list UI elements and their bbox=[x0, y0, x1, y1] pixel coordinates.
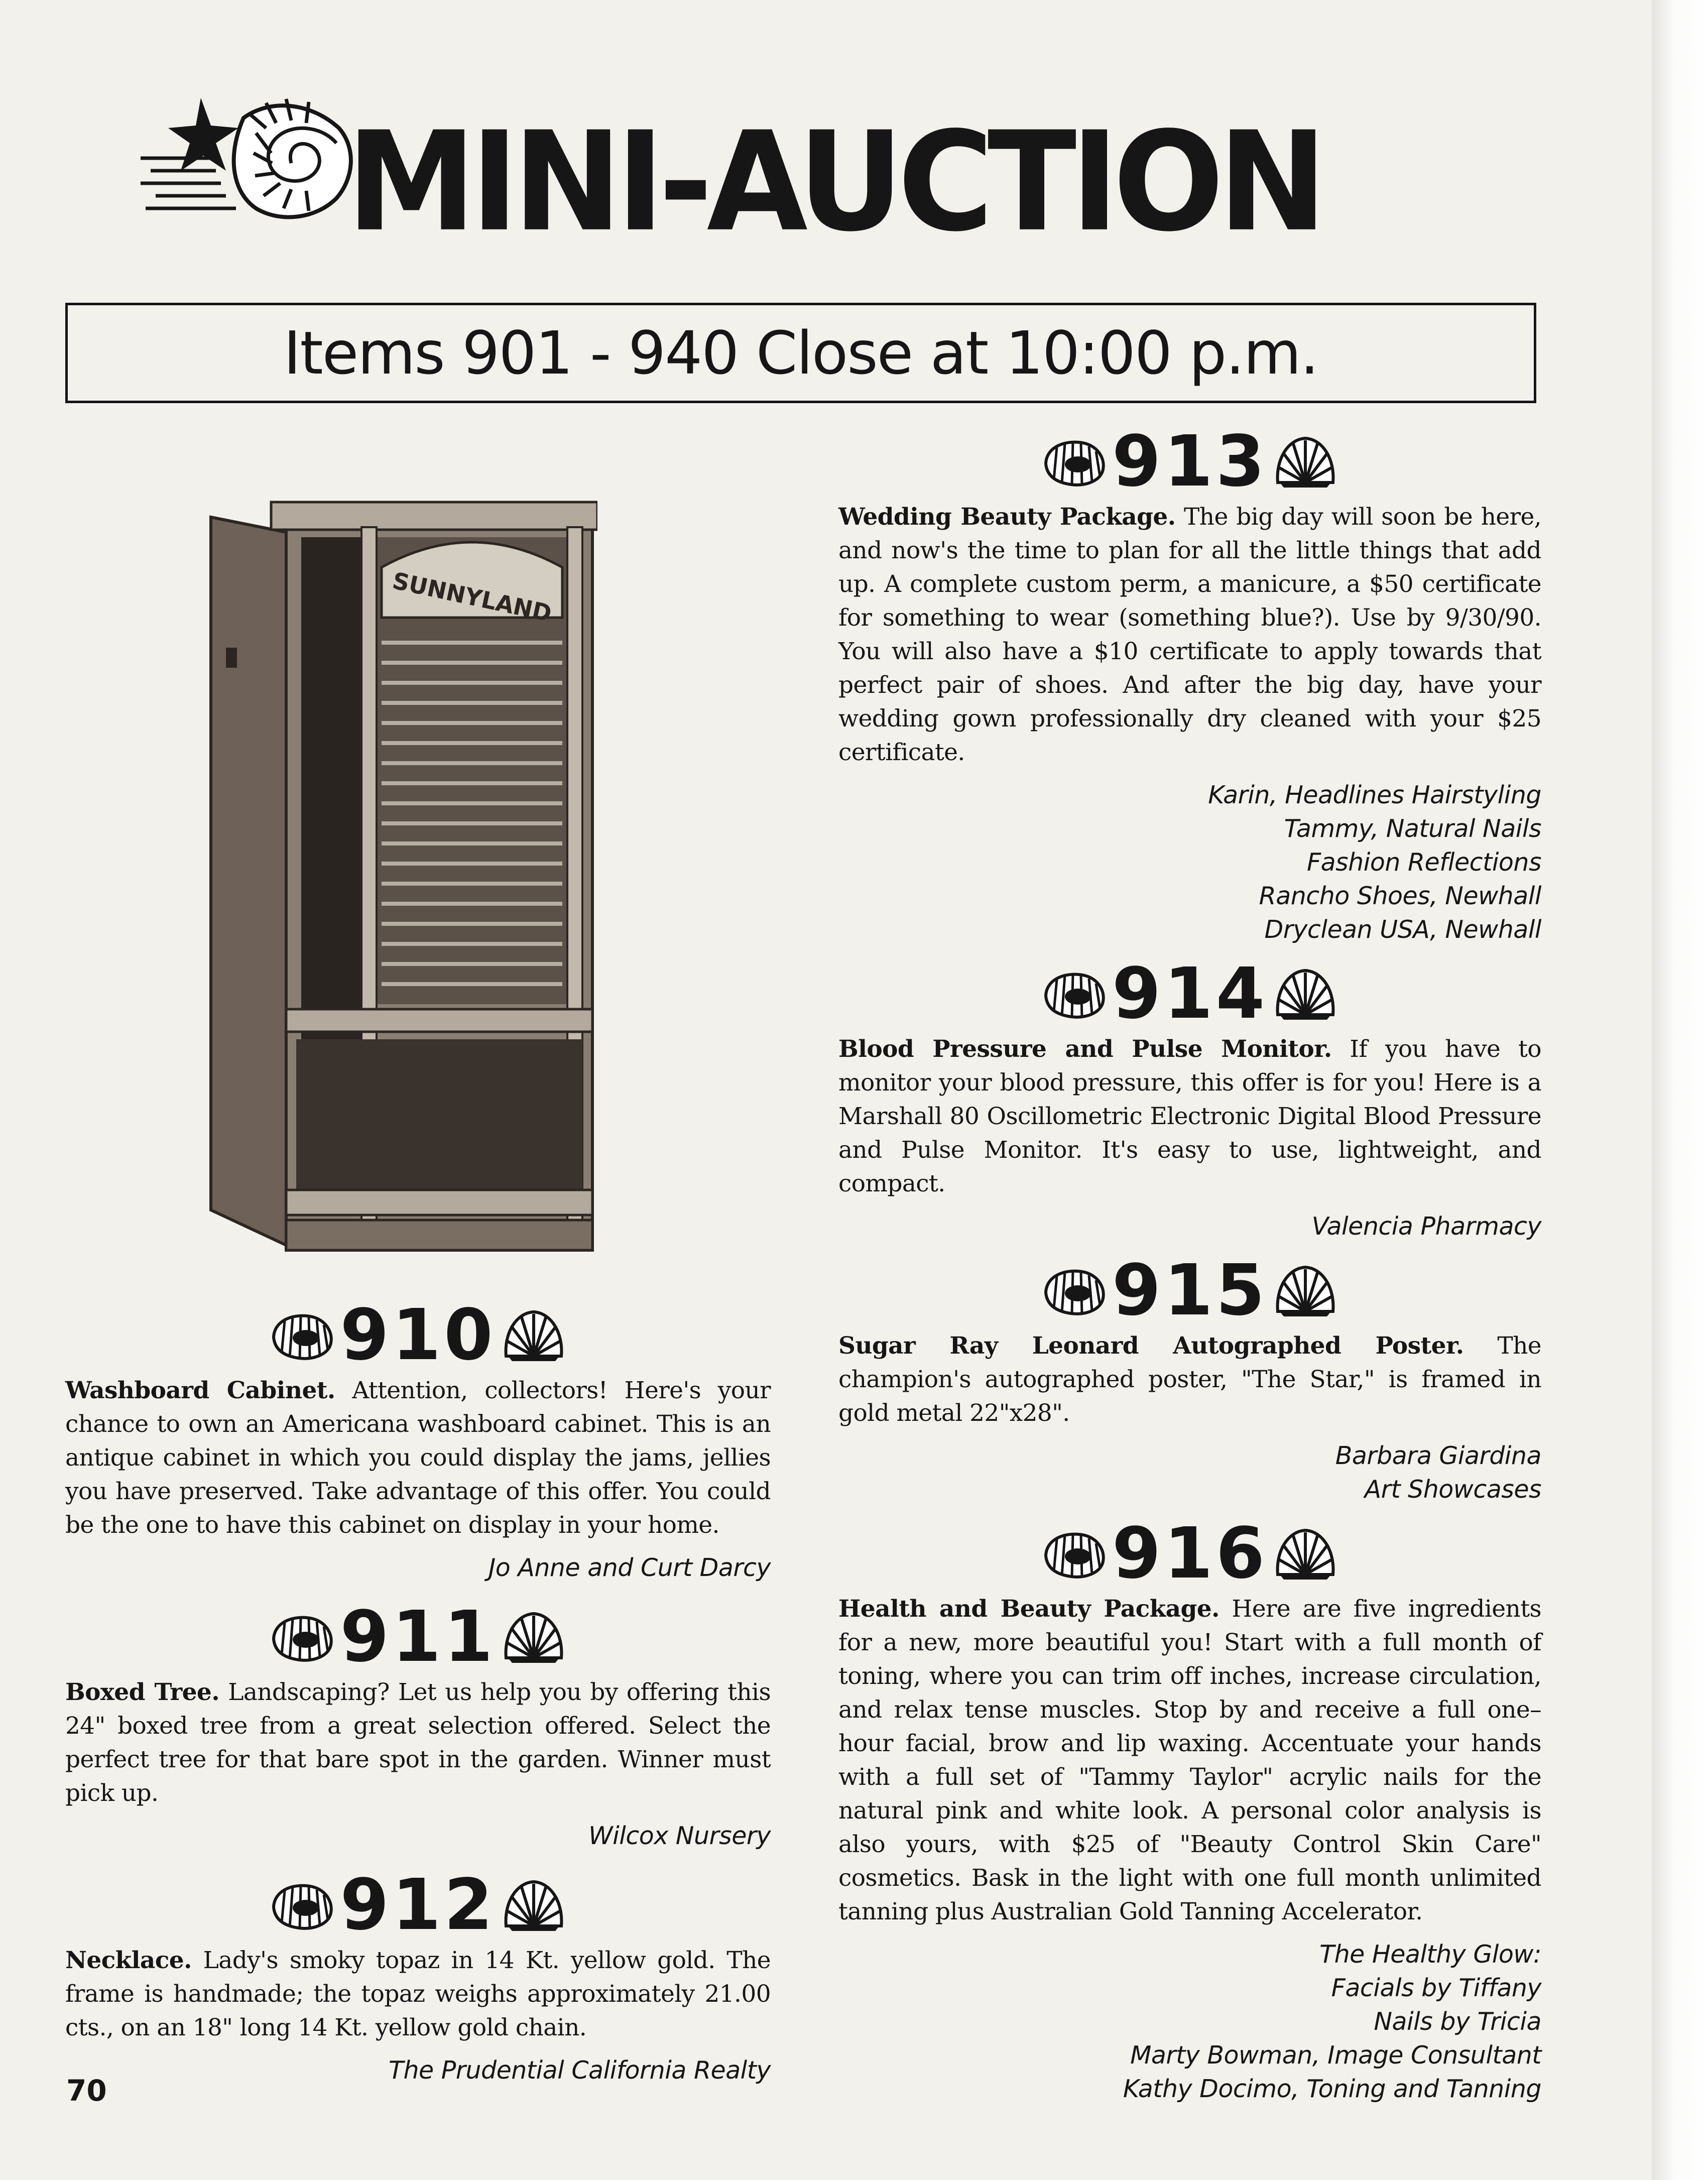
item-number-header bbox=[838, 421, 1541, 503]
donor-name: Barbara Giardina bbox=[1335, 1441, 1541, 1470]
item-number: 911 bbox=[340, 1596, 496, 1678]
item-body: The big day will soon be here, and now's the time to plan for all the little things that add up. A complete custom perm, a manicure, a $50 certificate for something to wear (something blue?). Use by 9/30/90. You will also have a $10 certificate to apply towards that perfect pair of shoes. And after the big day, have your wedding gown professionally dry cleaned with your $25 certificate. bbox=[838, 503, 1541, 766]
item-body: If you have to monitor your blood pressure, this offer is for you! Here is a Marshall 80 Oscillometric Electronic Digital Blood Pressure and Pulse Monitor. It's easy to use, lightweight, and compact. bbox=[838, 1035, 1542, 1197]
item-donors bbox=[65, 2053, 771, 2087]
item-body: Attention, collectors! Here's your chance to own an Americana washboard cabinet. This is an antique cabinet in which you could display the jams, jellies you have preserved. Take advantage of this offer. You could be the one to have this cabinet on display in your home. bbox=[65, 1377, 771, 1539]
item-number: 913 bbox=[1112, 421, 1268, 503]
page-title: MINI-AUCTION bbox=[346, 102, 1321, 262]
donor-name: The Healthy Glow: bbox=[1319, 1940, 1541, 1969]
page-edge bbox=[1652, 0, 1708, 2180]
donor-name: Rancho Shoes, Newhall bbox=[1259, 882, 1541, 910]
item-number-header bbox=[838, 1250, 1541, 1331]
item-description bbox=[838, 1592, 1541, 1928]
item-title: Boxed Tree. bbox=[65, 1678, 219, 1706]
item-number-header bbox=[65, 1596, 771, 1678]
item-number-header bbox=[838, 1513, 1541, 1595]
item-donors bbox=[838, 1439, 1541, 1506]
item-number: 910 bbox=[340, 1294, 496, 1376]
item-title: Necklace. bbox=[65, 1947, 192, 1974]
item-number: 912 bbox=[340, 1864, 496, 1946]
donor-name: Karin, Headlines Hairstyling bbox=[1208, 781, 1541, 809]
donor-name: The Prudential California Realty bbox=[389, 2056, 771, 2085]
auction-item-913 bbox=[838, 421, 1541, 946]
item-description bbox=[65, 1374, 771, 1542]
shell-right-icon bbox=[1273, 434, 1338, 490]
shell-right-icon bbox=[1273, 1526, 1338, 1582]
item-title: Blood Pressure and Pulse Monitor. bbox=[838, 1035, 1332, 1063]
item-description bbox=[65, 1675, 771, 1810]
donor-name: Art Showcases bbox=[1364, 1475, 1541, 1504]
item-donors bbox=[838, 1209, 1541, 1243]
auction-item-910 bbox=[65, 1294, 771, 1585]
item-number-header bbox=[838, 953, 1541, 1035]
donor-name: Marty Bowman, Image Consultant bbox=[1130, 2041, 1541, 2070]
closing-time-banner bbox=[65, 303, 1536, 403]
donor-name: Dryclean USA, Newhall bbox=[1264, 915, 1541, 944]
donor-name: Nails by Tricia bbox=[1374, 2007, 1541, 2036]
auction-item-911 bbox=[65, 1596, 771, 1853]
item-title: Wedding Beauty Package. bbox=[838, 503, 1176, 531]
item-description bbox=[838, 1329, 1541, 1430]
donor-name: Fashion Reflections bbox=[1306, 848, 1541, 877]
donor-name: Valencia Pharmacy bbox=[1311, 1212, 1541, 1241]
shell-right-icon bbox=[501, 1308, 566, 1363]
shell-left-icon bbox=[1042, 1263, 1107, 1318]
donor-name: Jo Anne and Curt Darcy bbox=[488, 1553, 771, 1582]
washboard-sign-text: SUNNYLAND bbox=[390, 567, 554, 627]
item-donors bbox=[65, 1819, 771, 1853]
auction-item-915 bbox=[838, 1250, 1541, 1506]
item-title: Washboard Cabinet. bbox=[65, 1377, 335, 1404]
shell-right-icon bbox=[501, 1610, 566, 1665]
shell-left-icon bbox=[270, 1610, 335, 1665]
item-number: 914 bbox=[1112, 953, 1268, 1035]
left-column bbox=[65, 427, 771, 2087]
item-description bbox=[65, 1944, 771, 2044]
shell-left-icon bbox=[1042, 966, 1107, 1022]
item-number-header bbox=[65, 1294, 771, 1376]
donor-name: Facials by Tiffany bbox=[1331, 1974, 1541, 2002]
item-description bbox=[838, 1032, 1541, 1200]
page-number: 70 bbox=[66, 2074, 107, 2108]
item-description bbox=[838, 500, 1541, 769]
item-body: Here are five ingredients for a new, more beautiful you! Start with a full month of toning, where you can trim off inches, increase circulation, and relax tense muscles. Stop by and receive a full one–hour facial, brow and lip waxing. Accentuate your hands with a full set of "Tammy Taylor" acrylic nails for the natural pink and white look. A personal color analysis is also yours, with $25 of "Beauty Control Skin Care" cosmetics. Bask in the light with one full month unlimited tanning plus Australian Gold Tanning Accelerator. bbox=[838, 1595, 1541, 1925]
item-donors bbox=[838, 1937, 1541, 2106]
item-number: 916 bbox=[1112, 1513, 1268, 1595]
auction-item-914 bbox=[838, 953, 1542, 1243]
washboard-cabinet-photo bbox=[206, 497, 597, 1280]
shell-left-icon bbox=[270, 1878, 335, 1933]
item-number-header bbox=[65, 1864, 771, 1946]
item-body: Landscaping? Let us help you by offering this 24" boxed tree from a great selection offered. Select the perfect tree for that bare spot in the garden. Winner must pick up. bbox=[65, 1678, 771, 1807]
item-title: Health and Beauty Package. bbox=[838, 1595, 1219, 1623]
item-donors bbox=[65, 1551, 771, 1585]
donor-name: Tammy, Natural Nails bbox=[1284, 814, 1541, 843]
auction-item-916 bbox=[838, 1513, 1541, 2106]
shell-right-icon bbox=[501, 1878, 566, 1933]
auction-item-912 bbox=[65, 1864, 771, 2087]
shell-right-icon bbox=[1273, 966, 1338, 1022]
shell-left-icon bbox=[270, 1308, 335, 1363]
item-body: The champion's autographed poster, "The Star," is framed in gold metal 22"x28". bbox=[838, 1332, 1541, 1427]
item-donors bbox=[838, 778, 1541, 946]
shell-right-icon bbox=[1273, 1263, 1338, 1318]
donor-name: Kathy Docimo, Toning and Tanning bbox=[1123, 2075, 1541, 2103]
item-body: Lady's smoky topaz in 14 Kt. yellow gold. The frame is handmade; the topaz weighs approximately 21.00 cts., on an 18" long 14 Kt. yellow gold chain. bbox=[65, 1947, 771, 2041]
item-number: 915 bbox=[1112, 1250, 1268, 1331]
donor-name: Wilcox Nursery bbox=[588, 1822, 771, 1850]
starfish-shell-logo-icon bbox=[141, 83, 361, 228]
shell-left-icon bbox=[1042, 1526, 1107, 1582]
item-title: Sugar Ray Leonard Autographed Poster. bbox=[838, 1332, 1464, 1360]
right-column bbox=[838, 421, 1542, 2106]
closing-time-text: Items 901 - 940 Close at 10:00 p.m. bbox=[283, 318, 1318, 388]
shell-left-icon bbox=[1042, 434, 1107, 490]
